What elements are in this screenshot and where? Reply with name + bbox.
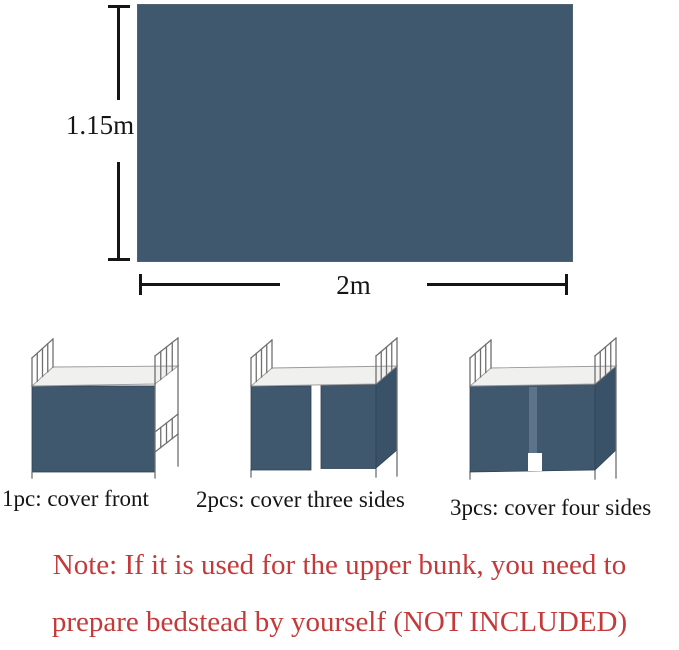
- height-dimension-line-lower: [117, 162, 120, 260]
- width-dimension-line-left: [139, 283, 280, 286]
- bed-option-1-label: 1pc: cover front: [2, 486, 149, 511]
- bunk-bed-cover-front-illustration: [20, 336, 195, 484]
- curtain-fabric-swatch: [137, 4, 573, 262]
- note-line-1: Note: If it is used for the upper bunk, you need to: [52, 549, 627, 581]
- bed-option-3-label: 3pcs: cover four sides: [450, 495, 652, 520]
- bed-option-cover-front: [20, 336, 195, 489]
- height-dimension-label: 1.15m: [65, 110, 135, 140]
- bunk-bed-cover-three-sides-illustration: [246, 336, 411, 484]
- width-dimension-label: 2m: [336, 270, 371, 300]
- height-dimension-cap-bottom: [108, 258, 130, 261]
- bed-option-cover-three-sides: [246, 336, 411, 489]
- height-dimension-line-upper: [117, 5, 120, 100]
- width-dimension-cap-right: [565, 274, 568, 295]
- bed-option-cover-four-sides: [463, 336, 625, 491]
- bed-option-2-label: 2pcs: cover three sides: [196, 487, 405, 512]
- bunk-bed-cover-four-sides-illustration: [463, 336, 625, 486]
- width-dimension-line-right: [427, 283, 567, 286]
- upper-bunk-note: [0, 549, 679, 639]
- note-line-2: prepare bedstead by yourself (NOT INCLUDED): [51, 606, 628, 638]
